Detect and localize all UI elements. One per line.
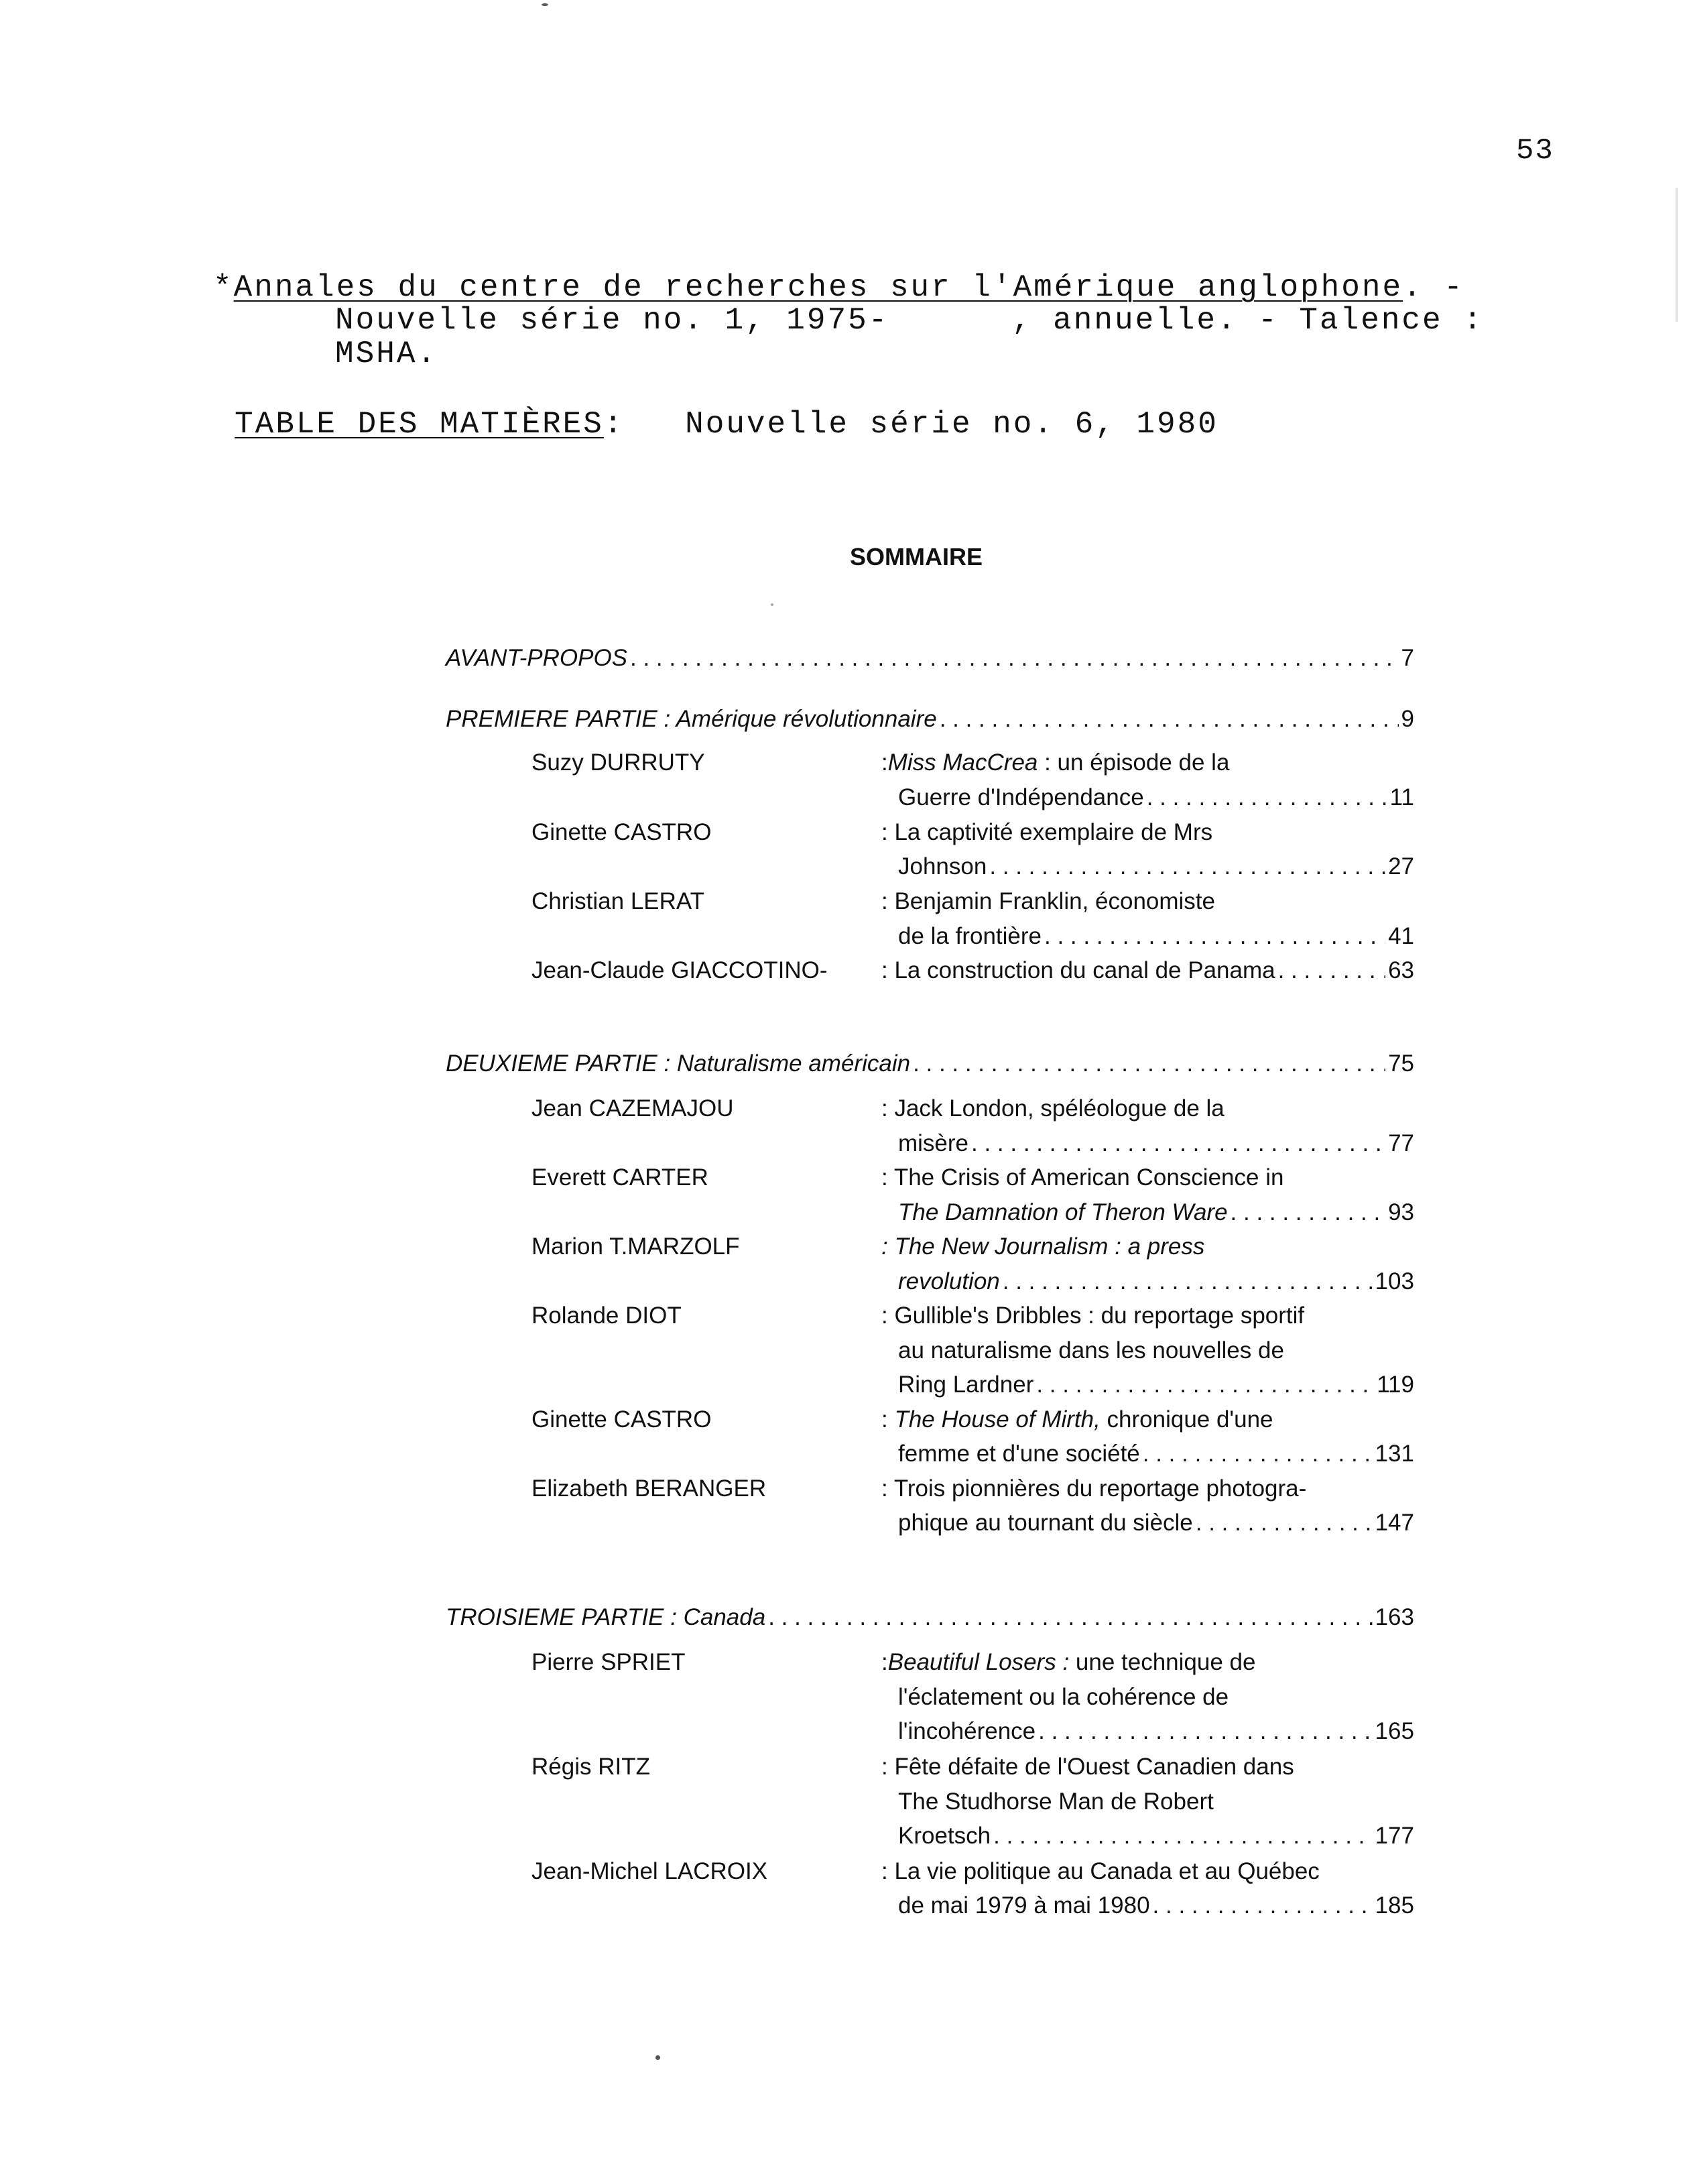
- article-title-text: : un épisode de la: [1038, 749, 1230, 776]
- leader-dots: [630, 645, 1399, 672]
- article-title-line: : Fête défaite de l'Ouest Canadien dans: [881, 1754, 1294, 1780]
- toc-heading: [235, 407, 1218, 442]
- article-title-italic: Beautiful Losers :: [887, 1649, 1070, 1675]
- article-title-text: phique au tournant du siècle: [898, 1510, 1193, 1536]
- leader-dots: [1231, 1199, 1386, 1226]
- article-title-italic: revolution: [898, 1268, 1000, 1294]
- article-page: 11: [1389, 784, 1414, 810]
- article-author: Marion T.MARZOLF: [531, 1233, 740, 1260]
- toc-heading-label: TABLE DES MATIÈRES: [235, 407, 604, 442]
- article-author: Rolande DIOT: [531, 1302, 682, 1329]
- article-title-line: : Trois pionnières du reportage photogra-: [881, 1475, 1307, 1502]
- article-author: Christian LERAT: [531, 888, 705, 914]
- article-last-line: [898, 923, 1414, 950]
- article-author: Everett CARTER: [531, 1164, 708, 1191]
- leader-dots: [1153, 1892, 1373, 1919]
- article-page: 185: [1375, 1892, 1414, 1919]
- article-last-line: [898, 853, 1414, 880]
- article-title-line: : La captivité exemplaire de Mrs: [881, 819, 1213, 845]
- article-title-text: Johnson: [898, 853, 987, 879]
- article-title-italic: Miss MacCrea: [887, 749, 1038, 776]
- article-title-line: : Jack London, spéléologue de la: [881, 1095, 1225, 1121]
- article-title-line: au naturalisme dans les nouvelles de: [898, 1337, 1284, 1363]
- article-title-italic: The House of Mirth,: [894, 1406, 1101, 1433]
- scan-speck: [655, 2055, 660, 2060]
- sommaire-heading: SOMMAIRE: [850, 543, 983, 570]
- part-heading: [446, 1050, 1414, 1077]
- article-author: Régis RITZ: [531, 1754, 650, 1780]
- article-last-line: [898, 1823, 1414, 1849]
- entry-line-3: MSHA.: [335, 337, 438, 371]
- part-title: TROISIEME PARTIE : Canada: [446, 1604, 766, 1630]
- leader-dots: [1278, 957, 1385, 984]
- article-page: 93: [1388, 1199, 1414, 1225]
- leader-dots: [993, 1823, 1372, 1849]
- article-title-text: femme et d'une société: [898, 1441, 1140, 1467]
- article-title-line: : La vie politique au Canada et au Québec: [881, 1858, 1320, 1884]
- part-page: 9: [1401, 706, 1414, 732]
- article-author: Ginette CASTRO: [531, 1406, 712, 1433]
- entry-title-rest: . -: [1403, 270, 1464, 305]
- article-last-line: [898, 784, 1414, 811]
- leader-dots: [1044, 923, 1385, 950]
- article-title-line: :Beautiful Losers : une technique de: [881, 1649, 1256, 1675]
- article-author: Suzy DURRUTY: [531, 749, 705, 776]
- article-last-line: [898, 1510, 1414, 1536]
- article-page: 77: [1388, 1130, 1414, 1156]
- article-author: Jean-Michel LACROIX: [531, 1858, 768, 1884]
- article-title-text: Ring Lardner: [898, 1372, 1034, 1398]
- article-title-line: l'éclatement ou la cohérence de: [898, 1684, 1229, 1710]
- leader-dots: [1147, 784, 1387, 811]
- article-title-line: : The House of Mirth, chronique d'une: [881, 1406, 1273, 1433]
- article-author: Jean CAZEMAJOU: [531, 1095, 734, 1121]
- article-last-line: [898, 1718, 1414, 1745]
- leader-dots: [1038, 1718, 1372, 1745]
- entry-marker: *: [213, 270, 234, 305]
- part-heading: [446, 706, 1414, 733]
- leader-dots: [1003, 1268, 1373, 1295]
- part-heading: [446, 1604, 1414, 1631]
- article-title-line: The Studhorse Man de Robert: [898, 1788, 1214, 1815]
- scan-speck: [1676, 188, 1678, 322]
- article-title-line: :Miss MacCrea : un épisode de la: [881, 749, 1230, 776]
- leader-dots: [989, 853, 1385, 880]
- article-title-text: Kroetsch: [898, 1823, 991, 1849]
- leader-dots: [1196, 1510, 1373, 1536]
- leader-dots: [768, 1604, 1372, 1631]
- article-title-text: de la frontière: [898, 923, 1042, 949]
- article-title-text: une technique de: [1069, 1649, 1256, 1675]
- article-title-line: : The New Journalism : a press: [881, 1233, 1205, 1260]
- leader-dots: [913, 1050, 1385, 1077]
- article-last-line: [898, 1372, 1414, 1398]
- part-page: 163: [1375, 1604, 1414, 1630]
- article-page: 103: [1375, 1268, 1414, 1294]
- part-page: 75: [1388, 1050, 1414, 1077]
- article-last-line: [881, 957, 1414, 984]
- article-page: 27: [1388, 853, 1414, 879]
- scan-speck: [542, 3, 548, 6]
- article-page: 131: [1375, 1441, 1414, 1467]
- entry-line-2: Nouvelle série no. 1, 1975- , annuelle. - Talence :: [335, 303, 1484, 338]
- article-last-line: [898, 1441, 1414, 1467]
- article-page: 165: [1375, 1718, 1414, 1744]
- article-last-line: [898, 1130, 1414, 1157]
- leader-dots: [940, 706, 1399, 733]
- leader-dots: [1143, 1441, 1373, 1467]
- avant-propos-entry: [446, 645, 1414, 672]
- article-title-text: misère: [898, 1130, 969, 1156]
- avant-propos-page: 7: [1401, 645, 1414, 671]
- part-title: PREMIERE PARTIE : Amérique révolutionnaire: [446, 706, 937, 732]
- leader-dots: [971, 1130, 1385, 1157]
- article-title-italic: The Damnation of Theron Ware: [898, 1199, 1228, 1225]
- scan-speck: [771, 603, 773, 606]
- article-page: 147: [1375, 1510, 1414, 1536]
- leader-dots: [1036, 1372, 1374, 1398]
- article-author: Pierre SPRIET: [531, 1649, 686, 1675]
- article-page: 177: [1375, 1823, 1414, 1849]
- article-last-line: [898, 1892, 1414, 1919]
- article-page: 119: [1377, 1372, 1414, 1398]
- article-title-line: : Gullible's Dribbles : du reportage sportif: [881, 1302, 1305, 1329]
- article-title-text: Guerre d'Indépendance: [898, 784, 1144, 810]
- article-title-text: chronique d'une: [1100, 1406, 1273, 1433]
- article-page: 41: [1388, 923, 1414, 949]
- article-title-line: : The Crisis of American Conscience in: [881, 1164, 1284, 1191]
- article-author: Ginette CASTRO: [531, 819, 712, 845]
- article-title-line: : Benjamin Franklin, économiste: [881, 888, 1215, 914]
- avant-propos-label: AVANT-PROPOS: [446, 645, 628, 671]
- article-title-text: : La construction du canal de Panama: [881, 957, 1275, 983]
- article-last-line: [898, 1199, 1414, 1226]
- article-author: Jean-Claude GIACCOTINO-: [531, 957, 828, 983]
- entry-title: Annales du centre de recherches sur l'Amérique anglophone: [233, 270, 1403, 305]
- toc-heading-issue: Nouvelle série no. 6, 1980: [685, 407, 1218, 442]
- entry-line-1: [213, 270, 1464, 305]
- toc-heading-colon: :: [603, 407, 625, 442]
- article-page: 63: [1388, 957, 1414, 983]
- article-author: Elizabeth BERANGER: [531, 1475, 767, 1502]
- part-title: DEUXIEME PARTIE : Naturalisme américain: [446, 1050, 911, 1077]
- article-title-text: l'incohérence: [898, 1718, 1036, 1744]
- article-last-line: [898, 1268, 1414, 1295]
- page-number: 53: [1516, 134, 1554, 168]
- article-title-text: de mai 1979 à mai 1980: [898, 1892, 1150, 1919]
